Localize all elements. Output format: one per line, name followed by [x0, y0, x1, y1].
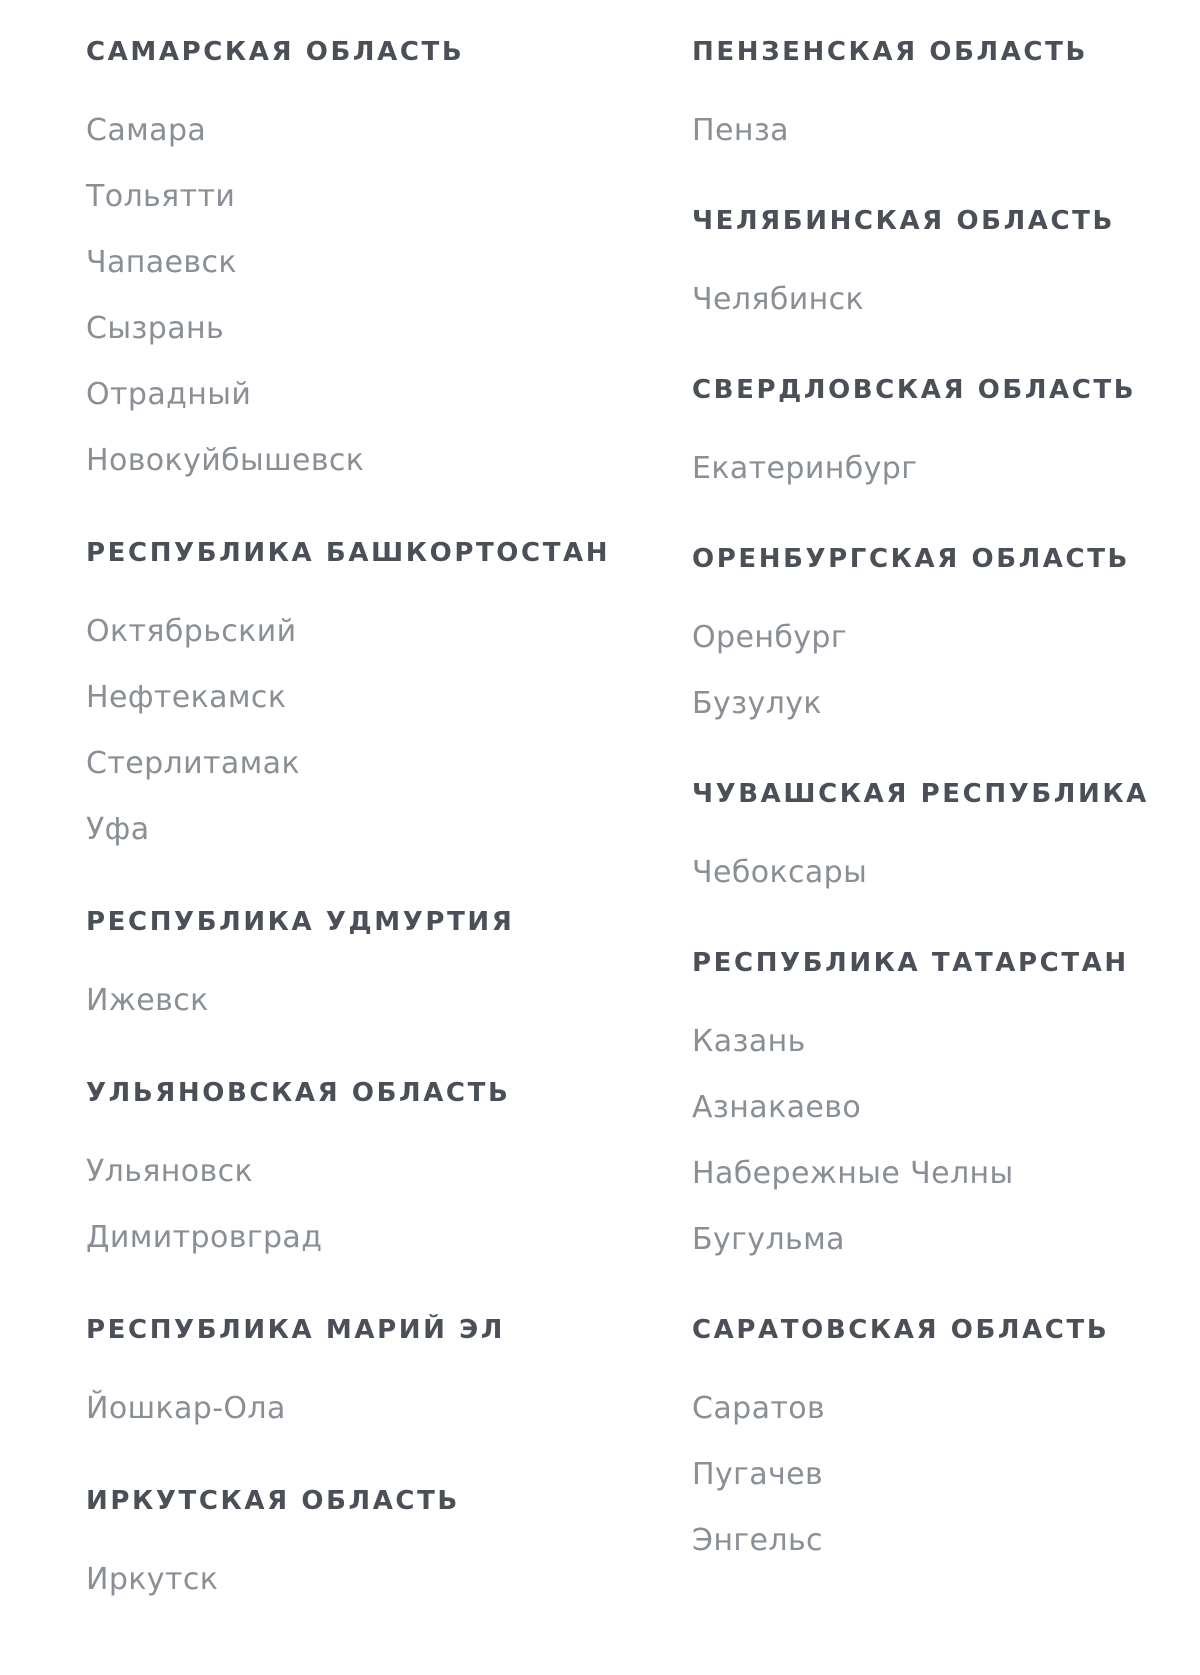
- city-link[interactable]: Чапаевск: [86, 245, 237, 280]
- city-link[interactable]: Азнакаево: [692, 1090, 862, 1125]
- city-link[interactable]: Отрадный: [86, 377, 252, 412]
- city-link[interactable]: Екатеринбург: [692, 451, 918, 486]
- city-list: [692, 605, 1152, 737]
- city-link[interactable]: Сызрань: [86, 311, 225, 346]
- city-link[interactable]: Оренбург: [692, 620, 847, 655]
- city-link[interactable]: Йошкар-Ола: [86, 1391, 286, 1426]
- city-list: [692, 840, 1152, 906]
- city-list: [86, 599, 692, 863]
- city-link[interactable]: Пугачев: [692, 1457, 824, 1492]
- city-link[interactable]: Стерлитамак: [86, 746, 300, 781]
- region-block: [692, 205, 1152, 333]
- region-block: [86, 537, 692, 863]
- city-list: [86, 1139, 692, 1271]
- city-link[interactable]: Саратов: [692, 1391, 826, 1426]
- city-link[interactable]: Октябрьский: [86, 614, 297, 649]
- left-column: [86, 36, 692, 1613]
- region-title: РЕСПУБЛИКА ТАТАРСТАН: [692, 948, 1129, 978]
- region-title: САРАТОВСКАЯ ОБЛАСТЬ: [692, 1315, 1110, 1345]
- region-block: [86, 1314, 692, 1442]
- region-block: [86, 1077, 692, 1271]
- city-link[interactable]: Набережные Челны: [692, 1156, 1014, 1191]
- city-link[interactable]: Новокуйбышевск: [86, 443, 365, 478]
- city-link[interactable]: Димитровград: [86, 1220, 323, 1255]
- region-block: [692, 543, 1152, 737]
- city-list: [692, 98, 1152, 164]
- city-list: [86, 98, 692, 494]
- region-block: [692, 36, 1152, 164]
- city-list: [86, 1547, 692, 1613]
- city-link[interactable]: Челябинск: [692, 282, 865, 317]
- city-list: [692, 1009, 1152, 1273]
- city-link[interactable]: Чебоксары: [692, 855, 868, 890]
- region-title: ЧУВАШСКАЯ РЕСПУБЛИКА: [692, 779, 1149, 809]
- city-link[interactable]: Ижевск: [86, 983, 209, 1018]
- city-link[interactable]: Уфа: [86, 812, 150, 847]
- region-title: САМАРСКАЯ ОБЛАСТЬ: [86, 37, 465, 67]
- city-link[interactable]: Бугульма: [692, 1222, 845, 1257]
- city-list: [692, 1376, 1152, 1574]
- city-link[interactable]: Пенза: [692, 113, 789, 148]
- region-title: ОРЕНБУРГСКАЯ ОБЛАСТЬ: [692, 544, 1130, 574]
- city-list: [86, 968, 692, 1034]
- city-link[interactable]: Ульяновск: [86, 1154, 254, 1189]
- city-link[interactable]: Бузулук: [692, 686, 822, 721]
- region-block: [692, 947, 1152, 1273]
- city-list: [692, 436, 1152, 502]
- city-link[interactable]: Самара: [86, 113, 207, 148]
- region-title: ЧЕЛЯБИНСКАЯ ОБЛАСТЬ: [692, 206, 1115, 236]
- city-list: [692, 267, 1152, 333]
- region-block: [692, 778, 1152, 906]
- region-title: РЕСПУБЛИКА УДМУРТИЯ: [86, 907, 515, 937]
- city-link[interactable]: Казань: [692, 1024, 806, 1059]
- city-list: [86, 1376, 692, 1442]
- city-link[interactable]: Энгельс: [692, 1523, 823, 1558]
- region-title: ПЕНЗЕНСКАЯ ОБЛАСТЬ: [692, 37, 1088, 67]
- region-title: РЕСПУБЛИКА БАШКОРТОСТАН: [86, 538, 611, 568]
- city-link[interactable]: Иркутск: [86, 1562, 219, 1597]
- region-block: [86, 906, 692, 1034]
- city-link[interactable]: Нефтекамск: [86, 680, 287, 715]
- region-block: [86, 36, 692, 494]
- region-block: [692, 374, 1152, 502]
- right-column: [692, 36, 1152, 1613]
- region-city-directory: [86, 36, 1186, 1613]
- region-title: СВЕРДЛОВСКАЯ ОБЛАСТЬ: [692, 375, 1137, 405]
- region-block: [86, 1485, 692, 1613]
- city-link[interactable]: Тольятти: [86, 179, 236, 214]
- region-title: РЕСПУБЛИКА МАРИЙ ЭЛ: [86, 1315, 505, 1345]
- region-title: ИРКУТСКАЯ ОБЛАСТЬ: [86, 1486, 460, 1516]
- region-block: [692, 1314, 1152, 1574]
- region-title: УЛЬЯНОВСКАЯ ОБЛАСТЬ: [86, 1078, 511, 1108]
